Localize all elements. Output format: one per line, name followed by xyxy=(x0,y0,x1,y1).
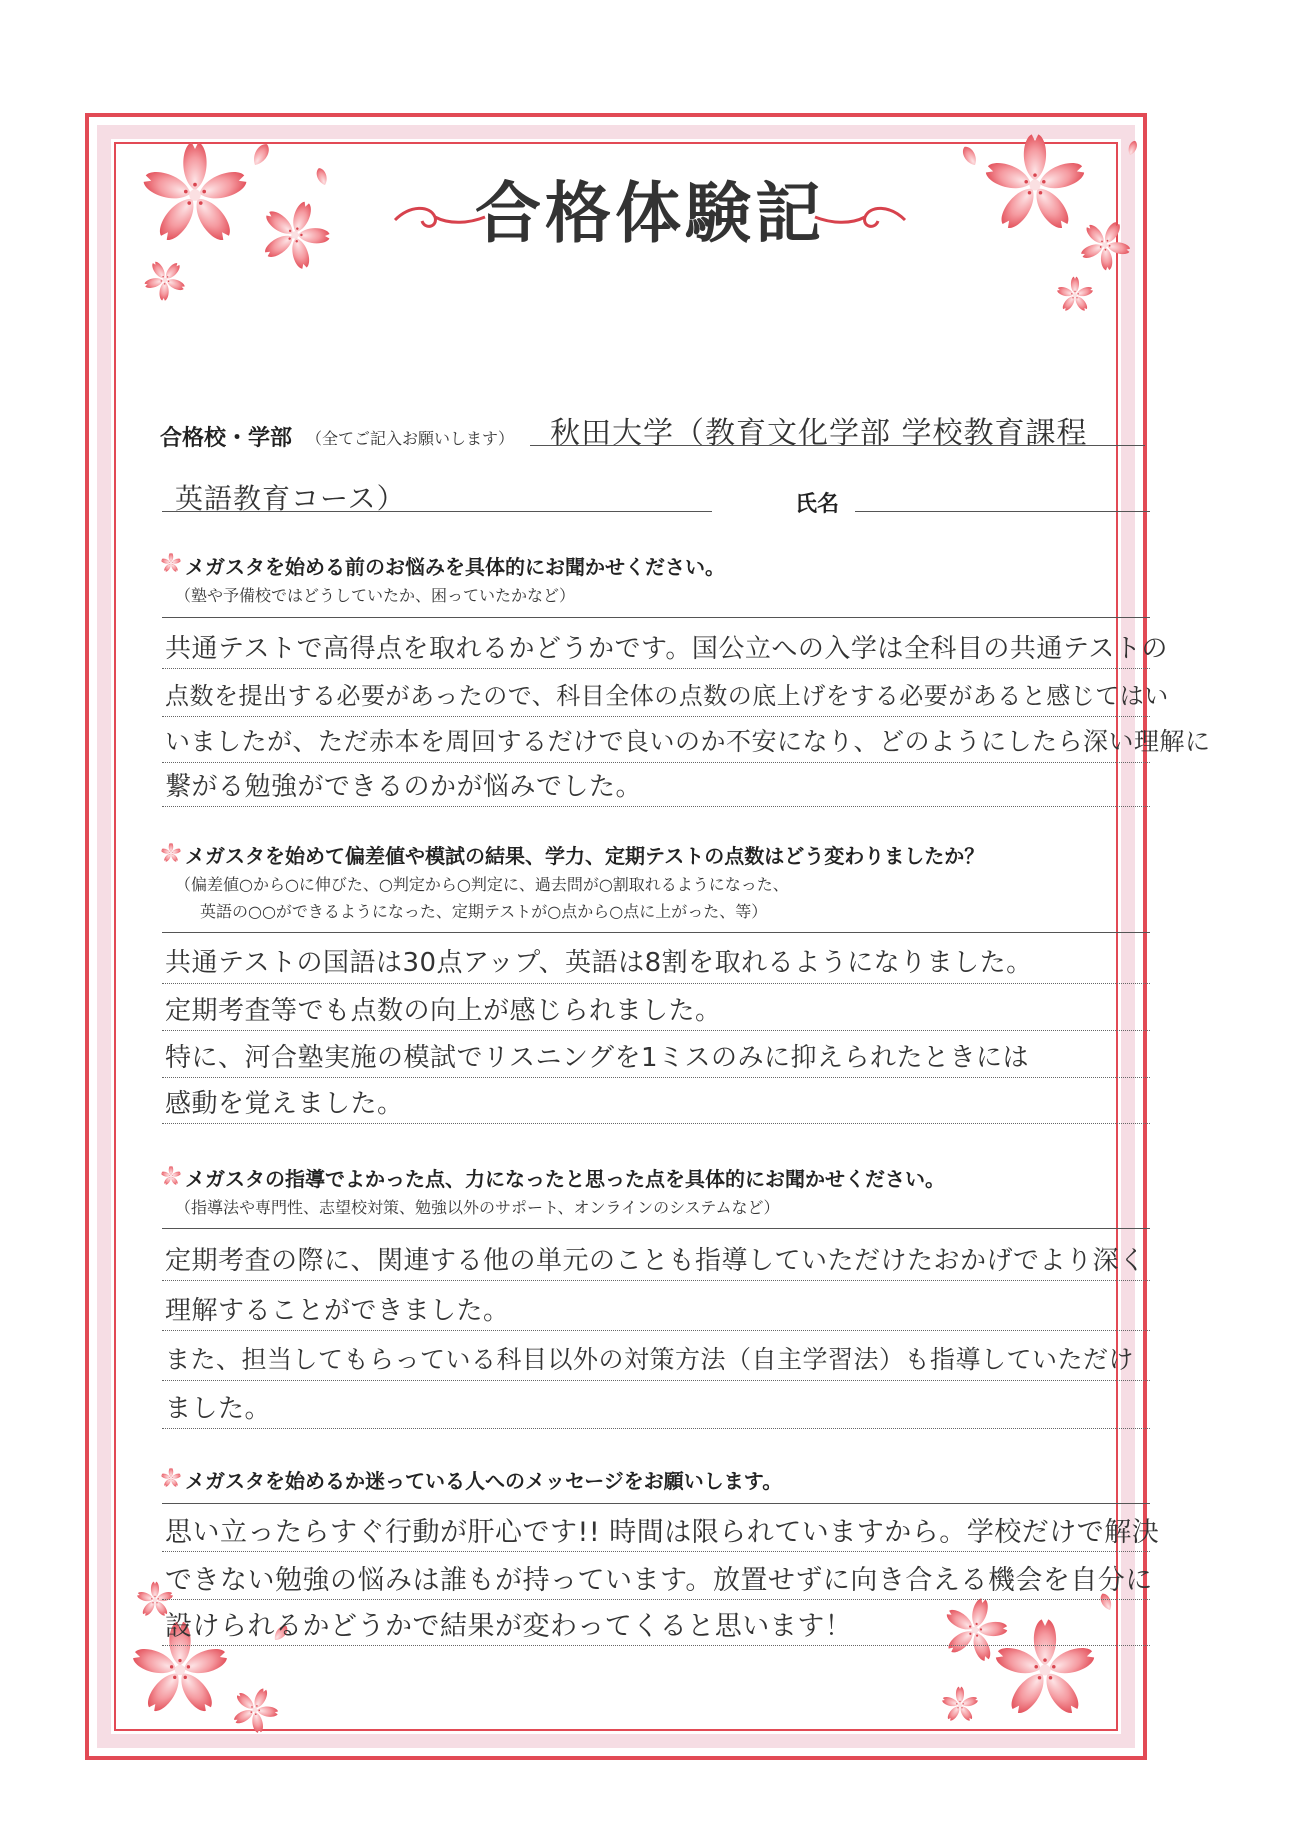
answer-top-line xyxy=(162,617,1150,618)
answer-line: ました。 xyxy=(165,1394,272,1424)
answer-line: 繋がる勉強ができるのかが悩みでした。 xyxy=(165,772,643,802)
school-value-line1: 秋田大学（教育文化学部 学校教育課程 xyxy=(550,416,1088,451)
answer-dotted-line xyxy=(162,1123,1150,1124)
answer-dotted-line xyxy=(162,1280,1150,1281)
answer-dotted-line xyxy=(162,1428,1150,1429)
answer-dotted-line xyxy=(162,668,1150,669)
school-note: （全てご記入お願いします） xyxy=(306,429,515,448)
answer-dotted-line xyxy=(162,1551,1150,1552)
question-note: （偏差値○から○に伸びた、○判定から○判定に、過去問が○割取れるようになった、 xyxy=(175,875,789,894)
answer-dotted-line xyxy=(162,806,1150,807)
answer-dotted-line xyxy=(162,1077,1150,1078)
answer-line: できない勉強の悩みは誰もが持っています。放置せずに向き合える機会を自分に xyxy=(165,1565,1153,1596)
question-heading: メガスタを始めるか迷っている人へのメッセージをお願いします。 xyxy=(185,1469,783,1493)
answer-dotted-line xyxy=(162,1030,1150,1031)
school-line1 xyxy=(530,445,1145,446)
answer-dotted-line xyxy=(162,716,1150,717)
page-title: 合格体験記 xyxy=(475,174,825,252)
question-heading: メガスタの指導でよかった点、力になったと思った点を具体的にお聞かせください。 xyxy=(185,1167,945,1191)
sakura-icon xyxy=(160,1165,182,1187)
answer-dotted-line xyxy=(162,762,1150,763)
answer-top-line xyxy=(162,932,1150,933)
flourish-icon xyxy=(810,205,910,235)
answer-line: 思い立ったらすぐ行動が肝心です!! 時間は限られていますから。学校だけで解決 xyxy=(165,1517,1160,1548)
sakura-icon xyxy=(160,552,182,574)
answer-dotted-line xyxy=(162,1330,1150,1331)
answer-top-line xyxy=(162,1228,1150,1229)
answer-line: 定期考査等でも点数の向上が感じられました。 xyxy=(165,996,722,1026)
answer-dotted-line xyxy=(162,1380,1150,1381)
answer-line: また、担当してもらっている科目以外の対策方法（自主学習法）も指導していただけ xyxy=(165,1345,1135,1374)
answer-line: 理解することができました。 xyxy=(165,1296,510,1326)
answer-top-line xyxy=(162,1503,1150,1504)
answer-line: 設けられるかどうかで結果が変わってくると思います！ xyxy=(165,1611,853,1642)
answer-dotted-line xyxy=(162,983,1150,984)
question-note: （塾や予備校ではどうしていたか、困っていたかなど） xyxy=(175,586,576,605)
answer-line: いましたが、ただ赤本を周回するだけで良いのか不安になり、どのようにしたら深い理解に xyxy=(165,727,1211,756)
answer-line: 定期考査の際に、関連する他の単元のことも指導していただけたおかげでより深く xyxy=(165,1246,1146,1276)
sakura-icon xyxy=(160,842,182,864)
sakura-icon xyxy=(160,1467,182,1489)
answer-line: 共通テストの国語は30点アップ、英語は8割を取れるようになりました。 xyxy=(165,948,1033,978)
answer-line: 共通テストで高得点を取れるかどうかです。国公立への入学は全科目の共通テストの xyxy=(165,634,1168,664)
answer-line: 特に、河合塾実施の模試でリスニングを1ミスのみに抑えられたときには xyxy=(165,1043,1030,1073)
answer-line: 感動を覚えました。 xyxy=(165,1089,404,1119)
school-line2 xyxy=(162,511,712,512)
answer-dotted-line xyxy=(162,1599,1150,1600)
name-label: 氏名 xyxy=(795,492,840,517)
answer-line: 点数を提出する必要があったので、科目全体の点数の底上げをする必要があると感じてはい xyxy=(165,682,1169,710)
question-note: 英語の○○ができるようになった、定期テストが○点から○点に上がった、等） xyxy=(200,902,768,921)
name-line xyxy=(855,511,1150,512)
school-label: 合格校・学部 xyxy=(160,426,293,451)
question-note: （指導法や専門性、志望校対策、勉強以外のサポート、オンラインのシステムなど） xyxy=(175,1198,780,1217)
question-heading: メガスタを始める前のお悩みを具体的にお聞かせください。 xyxy=(185,555,725,579)
question-heading: メガスタを始めて偏差値や模試の結果、学力、定期テストの点数はどう変わりましたか？ xyxy=(185,844,985,868)
answer-dotted-line xyxy=(162,1645,1150,1646)
school-value-line2: 英語教育コース） xyxy=(175,482,406,515)
